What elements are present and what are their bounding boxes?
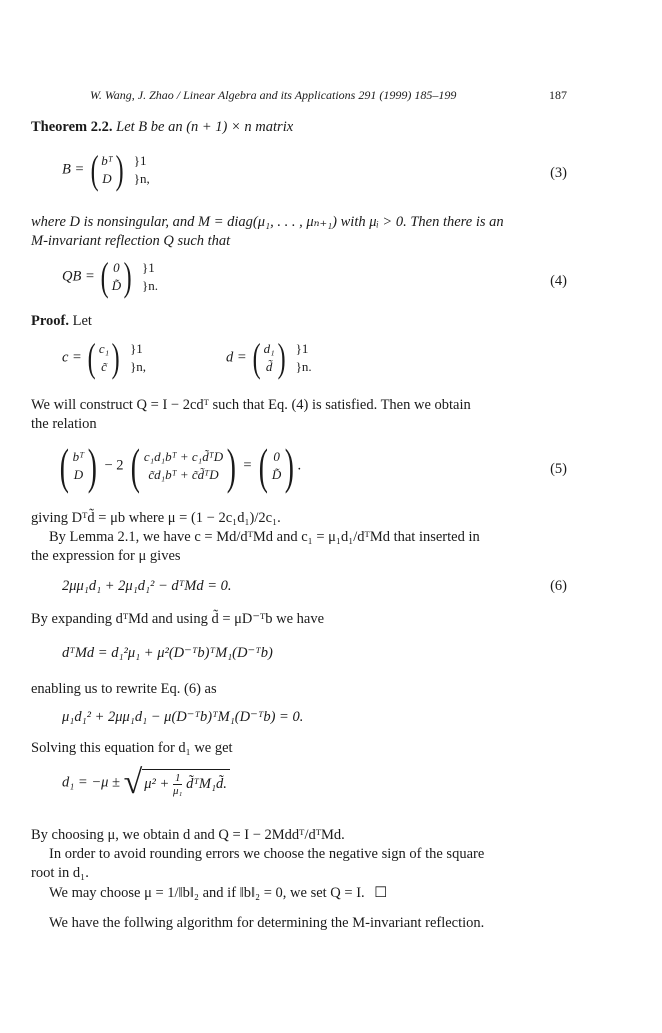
- equation-d: d = ( d₁ d̃ ) }1 }n.: [226, 335, 312, 380]
- equation-4: QB = ( 0 D̃) }1 }n.: [62, 254, 159, 299]
- expanding-line: By expanding dᵀMd and using d̃ = μD⁻ᵀb we have: [31, 611, 325, 627]
- eq3-lhs: B =: [62, 161, 85, 178]
- sqrt-sign: √: [123, 764, 143, 801]
- solving-line: Solving this equation for d₁ we get: [31, 740, 233, 756]
- rounding-paragraph: In order to avoid rounding errors we choose the negative sign of the square root in d₁.: [31, 846, 485, 881]
- equation-3-number: (3): [550, 165, 567, 181]
- running-header: W. Wang, J. Zhao / Linear Algebra and its Applications 291 (1999) 185–199: [90, 88, 457, 102]
- choosing-line: By choosing μ, we obtain d and Q = I − 2Mddᵀ/dᵀMd.: [31, 827, 345, 843]
- equation-6-number: (6): [550, 578, 567, 594]
- page-number: 187: [549, 88, 567, 102]
- algorithm-intro: We have the follwing algorithm for determining the M-invariant reflection.: [49, 915, 485, 931]
- lemma-paragraph: By Lemma 2.1, we have c = Md/dᵀMd and c₁ = μ₁d₁/dᵀMd that inserted in the expression for μ gives: [31, 529, 480, 564]
- equation-c: c = ( c₁ c̃ ) }1 }n,: [62, 335, 147, 380]
- equation-5-number: (5): [550, 461, 567, 477]
- choose-mu-line: We may choose μ = 1/‖b‖₂ and if ‖b‖₂ = 0, we set Q = I. ☐: [49, 885, 388, 901]
- equation-expand: dᵀMd = d₁²μ₁ + μ²(D⁻ᵀb)ᵀM₁(D⁻ᵀb): [62, 645, 273, 661]
- enabling-line: enabling us to rewrite Eq. (6) as: [31, 681, 217, 697]
- eq3-braces: }1 }n,: [133, 153, 150, 186]
- eq3-vector: bᵀ D: [101, 153, 113, 186]
- proof-start: Proof. Let: [31, 313, 92, 329]
- equation-5: ( bᵀ D) − 2 ( c₁d₁bᵀ + c₁d̃ᵀD c̃d₁bᵀ + c̃d̃ᵀD ) = ( 0 D̃) .: [59, 438, 302, 494]
- qed-symbol: ☐: [374, 885, 388, 901]
- paragraph-construct: We will construct Q = I − 2cdᵀ such that Eq. (4) is satisfied. Then we obtain the relation: [31, 397, 471, 432]
- where-clause: where D is nonsingular, and M = diag(μ₁, . . . , μₙ₊₁) with μᵢ > 0. Then there is an M-invariant reflection Q such that: [31, 214, 504, 249]
- equation-6: 2μμ₁d₁ + 2μ₁d₁² − dᵀMd = 0.: [62, 578, 232, 594]
- equation-rewrite: μ₁d₁² + 2μμ₁d₁ − μ(D⁻ᵀb)ᵀM₁(D⁻ᵀb) = 0.: [62, 709, 304, 725]
- theorem-title: Theorem 2.2.: [31, 119, 113, 135]
- equation-3: B = ( bᵀ D) }1 }n,: [62, 147, 150, 192]
- giving-line: giving Dᵀd̃ = μb where μ = (1 − 2c₁d₁)/2c₁.: [31, 510, 281, 526]
- equation-solution: d₁ = −μ ± √ μ² + $\frac{1}{\text{μ₁}}$ d̃ᵀM₁d̃.: [62, 764, 230, 802]
- theorem-statement: Let B be an (n + 1) × n matrix: [116, 119, 294, 135]
- theorem-heading: [31, 118, 567, 137]
- equation-4-number: (4): [550, 273, 567, 289]
